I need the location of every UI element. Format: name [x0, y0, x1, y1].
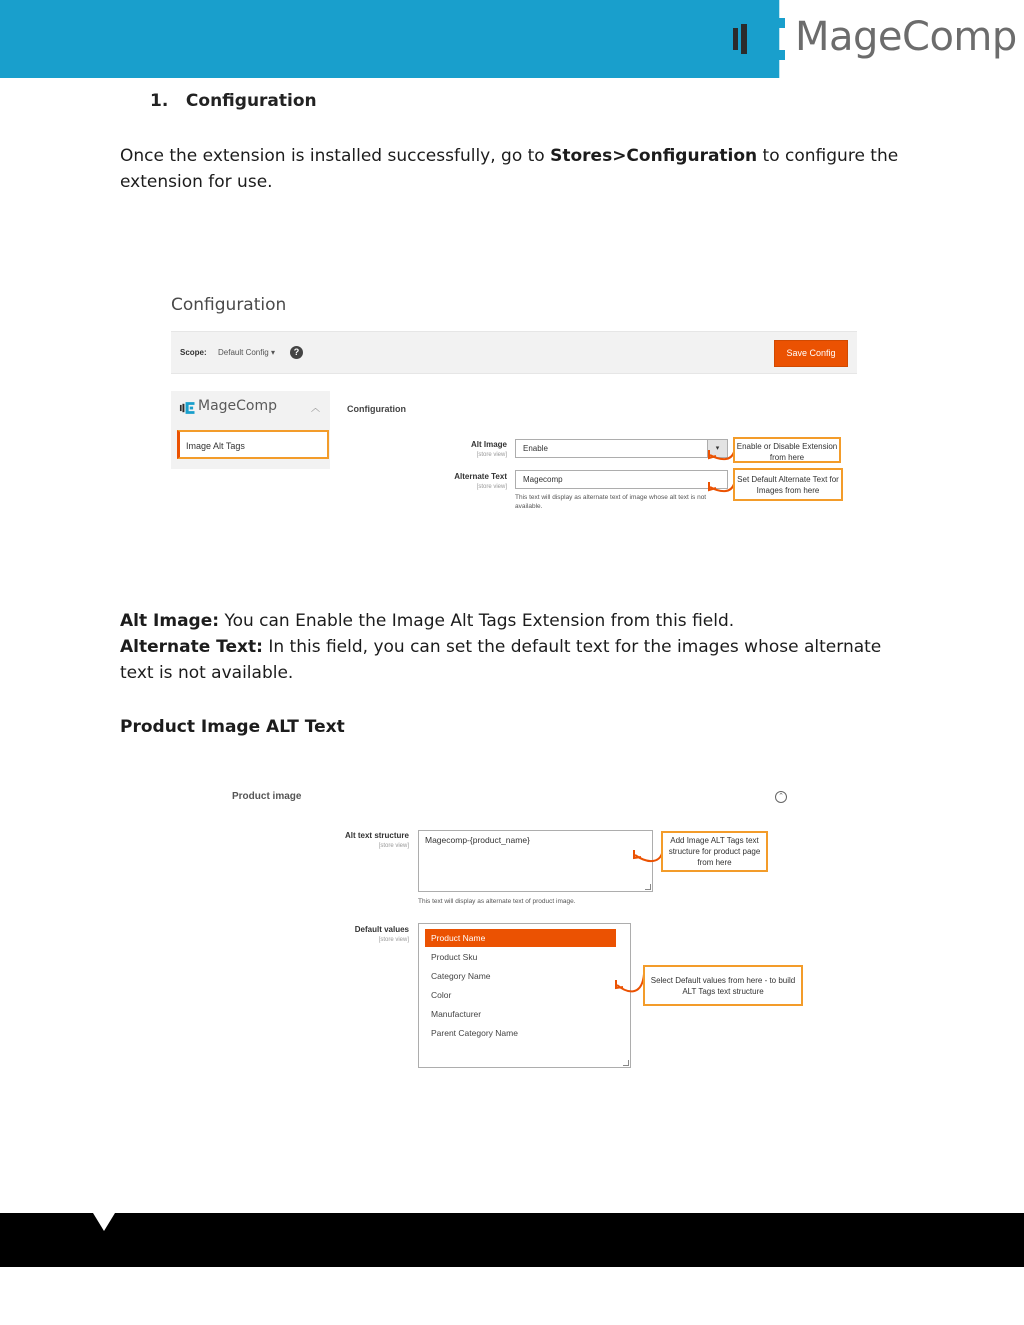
- sidebar-logo-text: MageComp: [198, 398, 278, 414]
- list-item[interactable]: Manufacturer: [431, 1009, 482, 1019]
- alt-image-label: [407, 440, 507, 460]
- intro-text-after: to configure the extension for use.: [120, 146, 899, 192]
- scope-label: Scope:: [180, 348, 207, 357]
- magecomp-mini-logo-icon: [179, 401, 196, 415]
- default-values-multiselect[interactable]: [418, 923, 631, 1068]
- default-values-scope: [store view]: [378, 937, 409, 943]
- alt-structure-scope: [store view]: [378, 843, 409, 849]
- alternate-text-label-text: Alternate Text: [454, 472, 507, 481]
- sidebar-item-image-alt-tags[interactable]: Image Alt Tags: [177, 430, 329, 459]
- resize-handle-icon[interactable]: [623, 1060, 629, 1066]
- alt-image-label-text: Alt Image: [470, 440, 507, 449]
- description-text: You can Enable the Image Alt Tags Extension from this field.: [219, 611, 735, 631]
- list-item[interactable]: Color: [431, 990, 452, 1000]
- default-values-label: [309, 925, 409, 945]
- callout-arrow-icon: [705, 478, 735, 496]
- section-number: 1.: [150, 91, 169, 111]
- intro-paragraph: [120, 143, 920, 195]
- product-image-heading: Product Image ALT Text: [120, 717, 345, 737]
- alt-structure-label: [309, 831, 409, 851]
- alternate-text-note: This text will display as alternate text of image whose alt text is not available.: [515, 494, 707, 510]
- collapse-toggle-icon[interactable]: ⌃: [775, 791, 787, 803]
- product-image-group-title[interactable]: Product image: [232, 791, 302, 802]
- alt-image-value: Enable: [523, 444, 548, 453]
- alt-structure-callout: Add Image ALT Tags text structure for product page from here: [661, 831, 768, 872]
- caret-down-icon: ▾: [270, 348, 275, 357]
- callout-arrow-icon: [630, 846, 664, 866]
- select-arrow-icon: ▾: [707, 440, 727, 457]
- brand-logo-text: MageComp: [795, 14, 1017, 60]
- alt-structure-label-text: Alt text structure: [344, 831, 409, 840]
- intro-bold-path: Stores>Configuration: [550, 146, 758, 166]
- callout-arrow-icon: [705, 446, 735, 464]
- alt-structure-textarea[interactable]: [418, 830, 653, 892]
- section-heading: [150, 91, 317, 111]
- callout-arrow-icon: [612, 972, 646, 998]
- field-descriptions: [120, 608, 920, 686]
- question-circle-icon[interactable]: ?: [290, 346, 303, 359]
- chevron-up-icon: ︿: [311, 403, 321, 413]
- scope-bar: [171, 331, 857, 374]
- alternate-text-input[interactable]: Magecomp: [515, 470, 728, 489]
- description-text: In this field, you can set the default text for the images whose alternate text is not available.: [120, 637, 882, 683]
- footer-marker-icon: [93, 1213, 115, 1231]
- default-values-label-text: Default values: [354, 925, 409, 934]
- intro-text-before: Once the extension is installed successfully, go to: [120, 146, 551, 166]
- list-item[interactable]: Product Name: [425, 929, 616, 947]
- default-values-callout: Select Default values from here - to build ALT Tags text structure: [643, 965, 803, 1006]
- alternate-text-callout: Set Default Alternate Text for Images from here: [733, 468, 843, 501]
- alt-image-select[interactable]: [515, 439, 728, 458]
- description-term: Alt Image:: [120, 611, 220, 631]
- alt-image-callout: Enable or Disable Extension from here: [733, 437, 841, 463]
- list-item[interactable]: Product Sku: [431, 952, 478, 962]
- alternate-text-label: [407, 472, 507, 492]
- save-config-button[interactable]: Save Config: [774, 340, 848, 367]
- list-item[interactable]: Category Name: [431, 971, 491, 981]
- description-alternate-text: [120, 634, 920, 686]
- scope-value: Default Config: [218, 348, 269, 357]
- page-footer: [0, 1213, 1024, 1267]
- alternate-text-scope: [store view]: [476, 484, 507, 490]
- description-alt-image: [120, 608, 920, 634]
- resize-handle-icon[interactable]: [645, 884, 651, 890]
- config-sidebar: [171, 391, 330, 469]
- alt-image-scope: [store view]: [476, 452, 507, 458]
- sidebar-tab-magecomp[interactable]: [171, 391, 330, 425]
- magecomp-logo-icon: [733, 14, 787, 64]
- config-section-title: Configuration: [347, 404, 406, 414]
- description-term: Alternate Text:: [120, 637, 263, 657]
- config-page-title: Configuration: [171, 295, 287, 315]
- scope-switcher[interactable]: [218, 348, 275, 357]
- alt-structure-note: This text will display as alternate text of product image.: [418, 898, 576, 905]
- alt-structure-value: Magecomp-{product_name}: [425, 835, 530, 845]
- section-title: Configuration: [185, 91, 317, 111]
- list-item[interactable]: Parent Category Name: [431, 1028, 518, 1038]
